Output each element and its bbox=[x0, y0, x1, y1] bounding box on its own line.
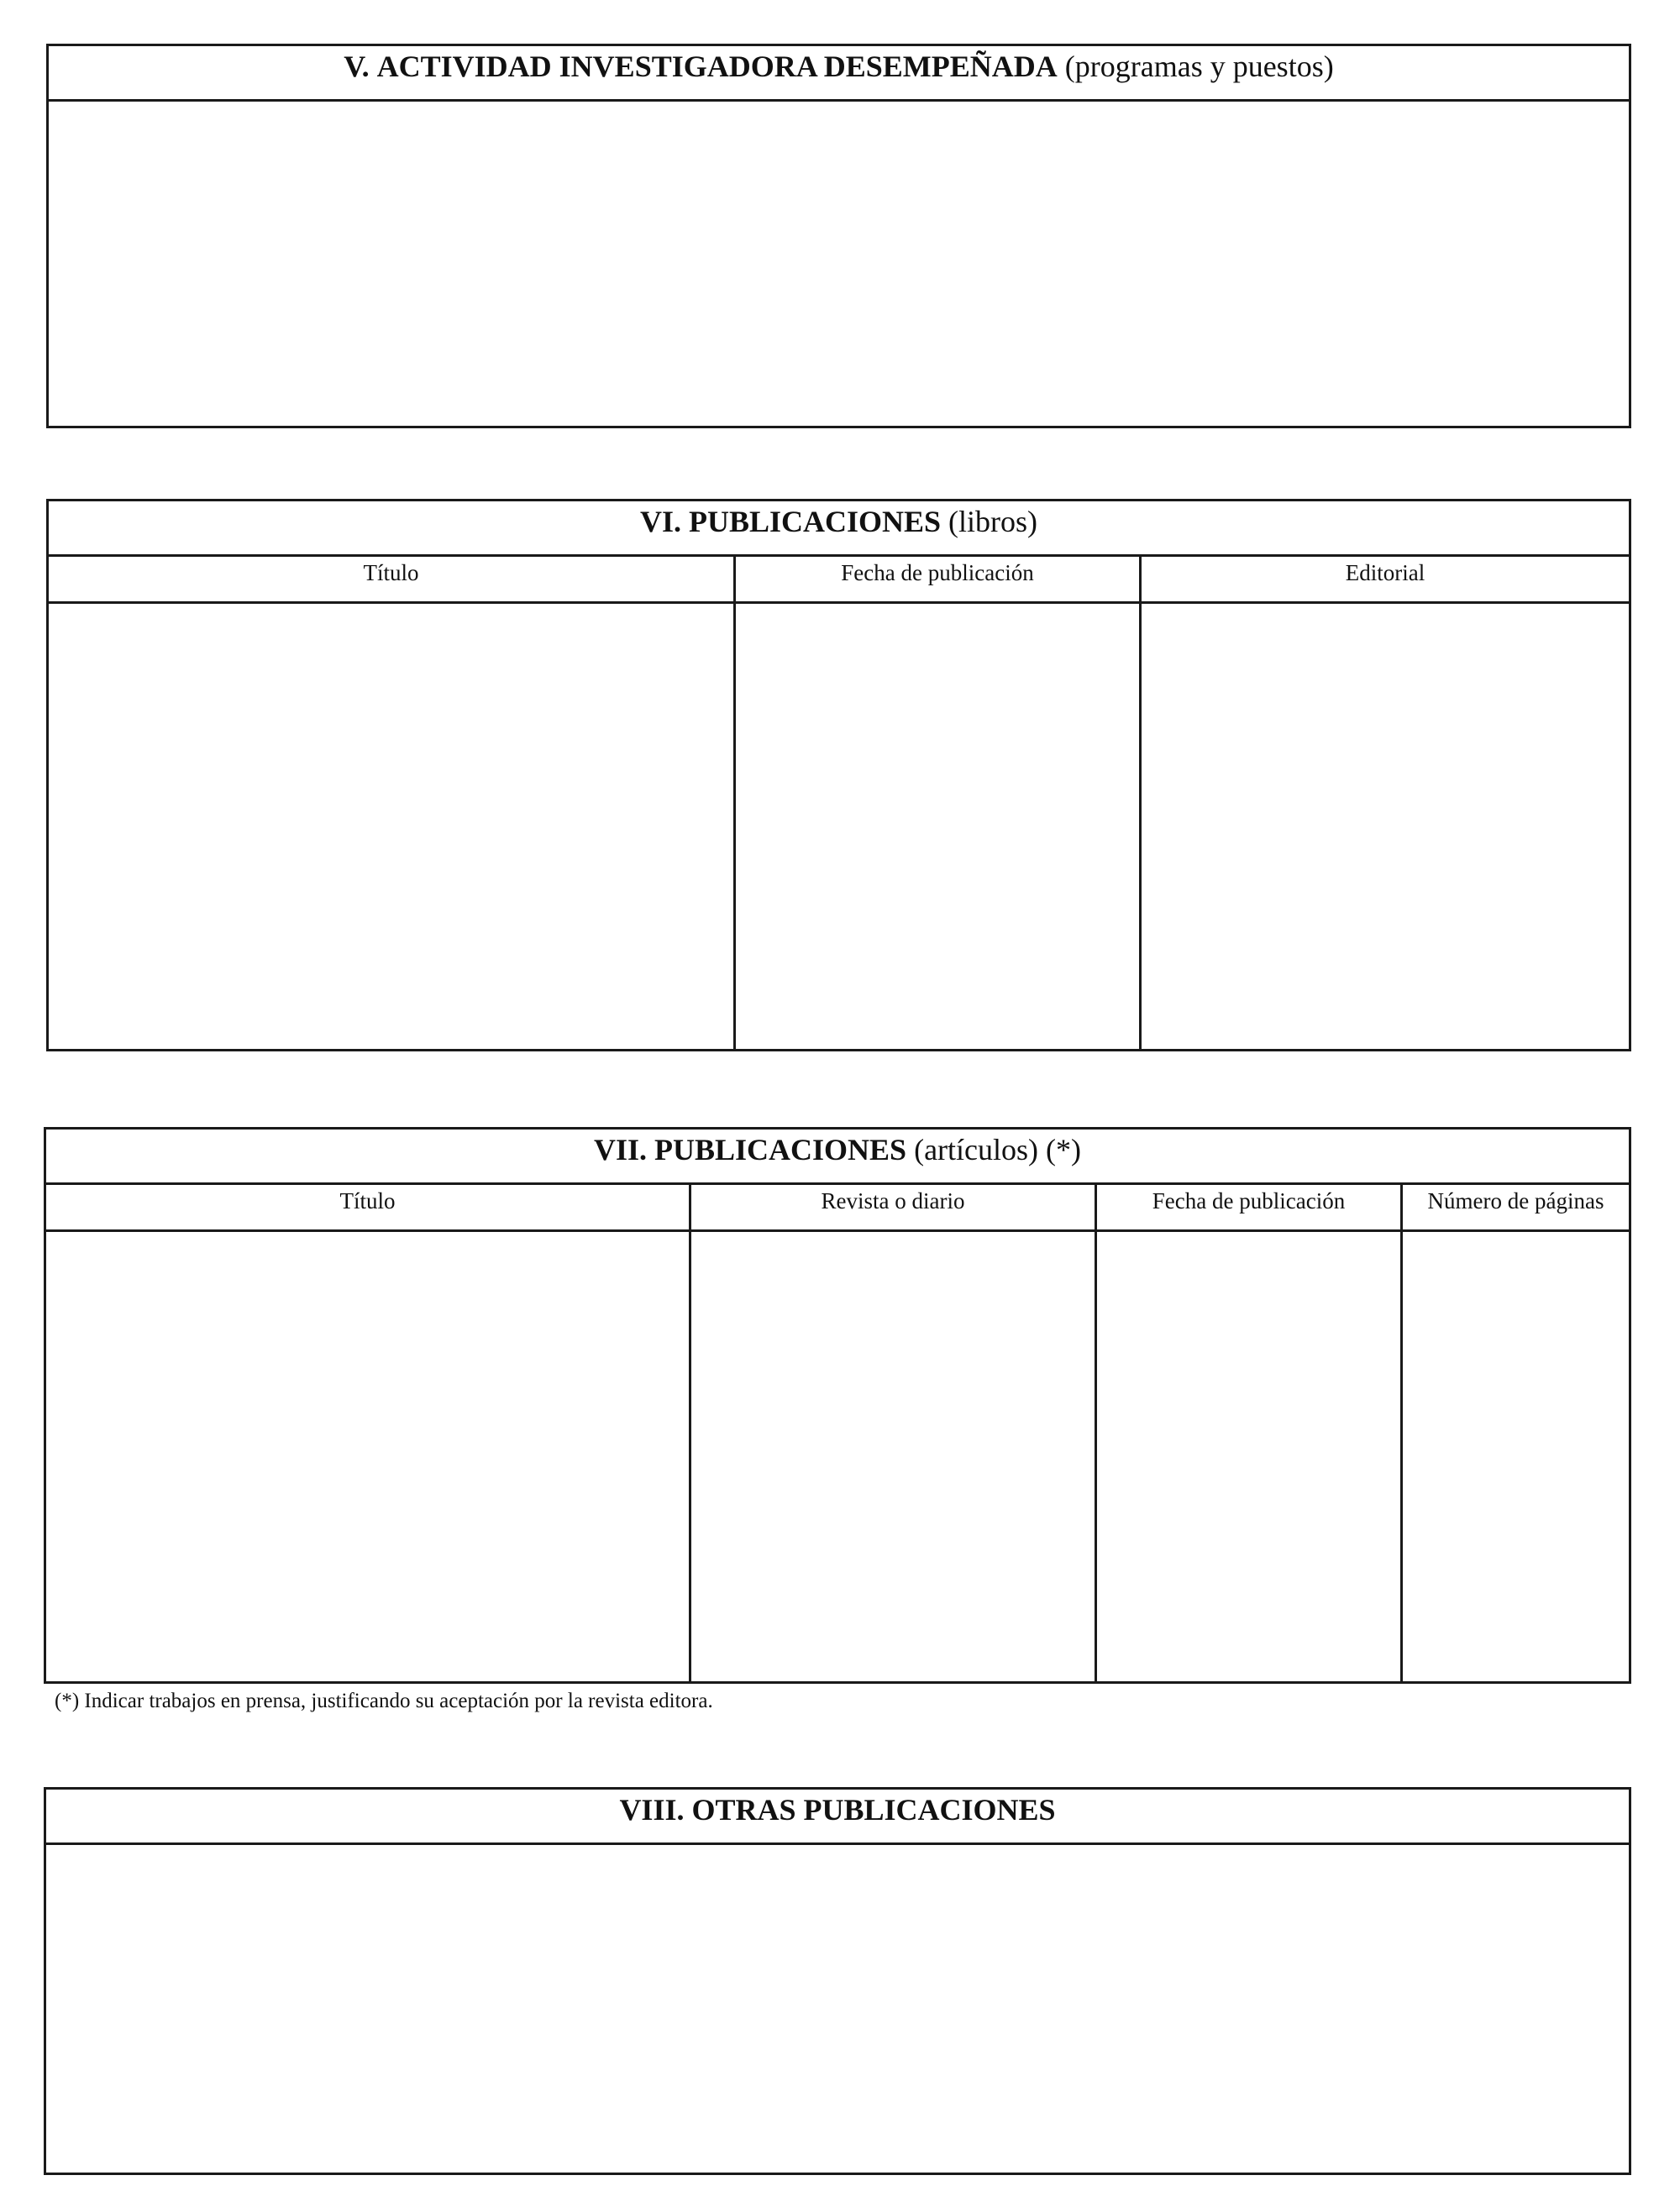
section-vii-title: PUBLICACIONES bbox=[654, 1133, 907, 1166]
section-vii-cell-fecha[interactable] bbox=[1097, 1232, 1400, 1681]
section-vi-cell-titulo[interactable] bbox=[49, 604, 733, 1049]
section-vi-column-headers bbox=[49, 557, 1629, 604]
section-v-header bbox=[49, 46, 1629, 102]
column-header-fecha-publicacion: Fecha de publicación bbox=[841, 560, 1034, 585]
section-v-title: ACTIVIDAD INVESTIGADORA DESEMPEÑADA bbox=[376, 50, 1058, 83]
column-header-revista-diario: Revista o diario bbox=[821, 1188, 965, 1213]
section-vi-cell-editorial[interactable] bbox=[1142, 604, 1629, 1049]
section-viii-header bbox=[46, 1790, 1629, 1845]
section-vi-header bbox=[49, 501, 1629, 557]
column-header-fecha-publicacion: Fecha de publicación bbox=[1152, 1188, 1346, 1213]
section-vii-cell-revista[interactable] bbox=[691, 1232, 1095, 1681]
section-vii-column-headers bbox=[46, 1185, 1629, 1232]
section-vii-header bbox=[46, 1130, 1629, 1185]
section-vi-subtitle: (libros) bbox=[948, 505, 1038, 538]
column-header-editorial: Editorial bbox=[1345, 560, 1425, 585]
section-v-subtitle: (programas y puestos) bbox=[1064, 50, 1334, 83]
section-viii-number: VIII. bbox=[619, 1793, 685, 1827]
section-vi-title: PUBLICACIONES bbox=[688, 505, 942, 538]
section-vii-publicaciones-articulos bbox=[44, 1127, 1631, 1684]
section-vii-cell-titulo[interactable] bbox=[46, 1232, 689, 1681]
section-vii-footnote: (*) Indicar trabajos en prensa, justificando su aceptación por la revista editora. bbox=[55, 1690, 713, 1712]
section-viii-title: OTRAS PUBLICACIONES bbox=[691, 1793, 1056, 1827]
section-v-actividad-investigadora bbox=[46, 44, 1631, 428]
section-viii-entry-area[interactable] bbox=[46, 1845, 1629, 2173]
section-vii-subtitle: (artículos) (*) bbox=[914, 1133, 1081, 1166]
section-vi-publicaciones-libros bbox=[46, 499, 1631, 1051]
section-vii-number: VII. bbox=[593, 1133, 648, 1166]
section-vi-cell-fecha[interactable] bbox=[736, 604, 1139, 1049]
section-viii-otras-publicaciones bbox=[44, 1787, 1631, 2175]
section-v-number: V. bbox=[344, 50, 370, 83]
column-header-titulo: Título bbox=[339, 1188, 396, 1213]
section-vii-cell-paginas[interactable] bbox=[1403, 1232, 1629, 1681]
column-header-numero-paginas: Número de páginas bbox=[1427, 1188, 1604, 1213]
column-header-titulo: Título bbox=[363, 560, 419, 585]
section-v-entry-area[interactable] bbox=[49, 102, 1629, 426]
section-vi-number: VI. bbox=[639, 505, 681, 538]
